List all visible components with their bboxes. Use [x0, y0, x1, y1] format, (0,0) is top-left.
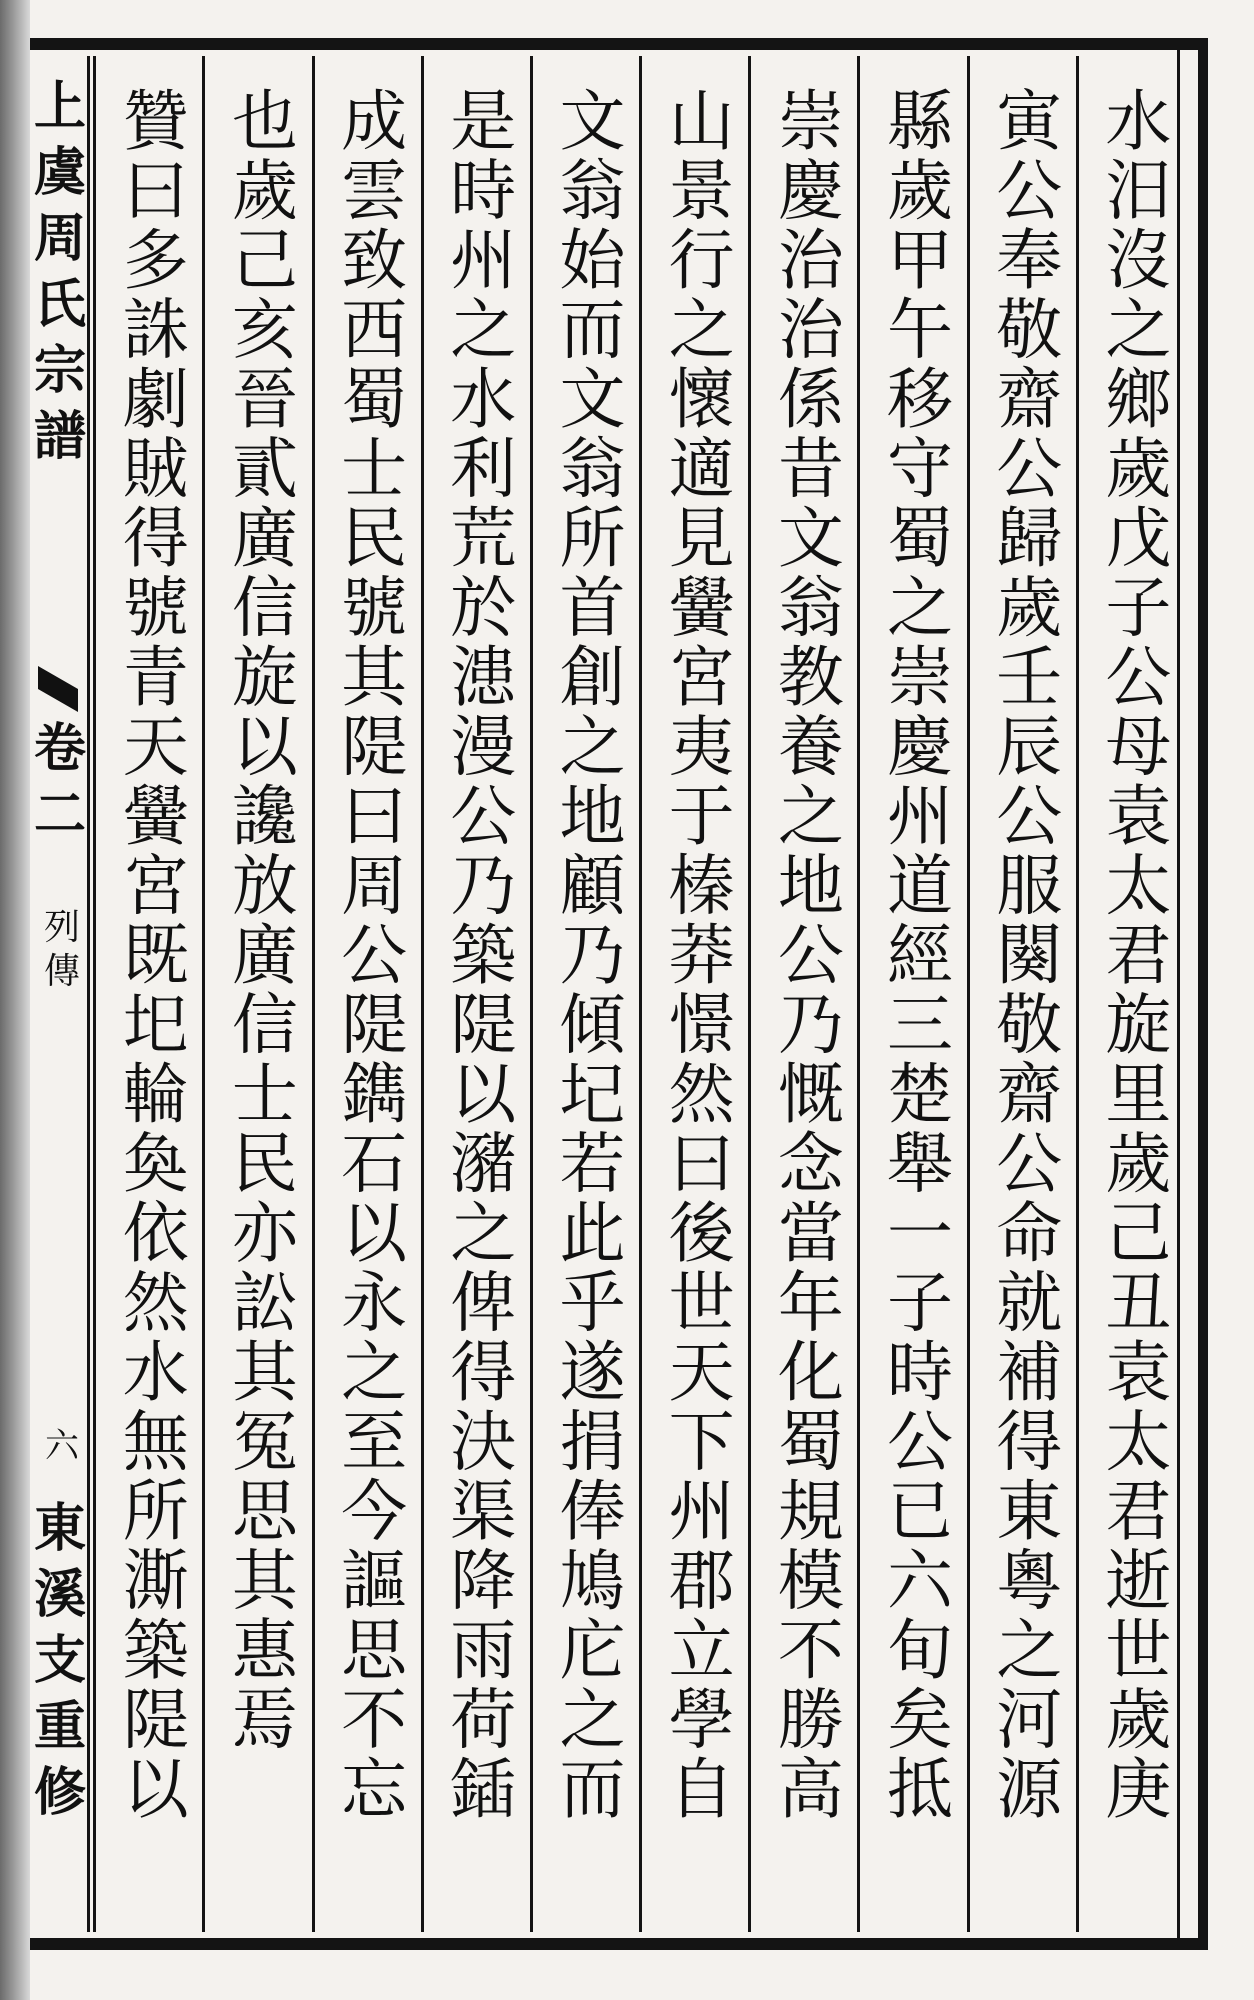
column-text: 崇慶治治係昔文翁教養之地公乃慨念當年化蜀規模不勝高: [766, 86, 844, 1824]
fishtail-mark-icon: [38, 666, 78, 712]
text-column-4: [748, 56, 857, 1932]
fore-edge-margin: [30, 56, 90, 1932]
column-text: 寅公奉敬齋公歸歲壬辰公服闋敬齋公命就補得東粵之河源: [984, 86, 1062, 1824]
page-gutter: [0, 0, 30, 2000]
text-column-6: [530, 56, 639, 1932]
margin-branch-name: 東溪支重修: [33, 1498, 86, 1823]
column-text: 成雲致西蜀士民號其隄曰周公隄鐫石以永之至今謳思不忘: [329, 86, 407, 1824]
column-text: 是時州之水利荒於漶漫公乃築隄以瀦之俾得決渠降雨荷鍤: [438, 86, 516, 1824]
text-column-9: [202, 56, 311, 1932]
margin-volume: 卷二: [33, 718, 86, 845]
text-columns: [93, 56, 1185, 1932]
text-column-3: [857, 56, 966, 1932]
text-column-10: [93, 56, 202, 1932]
margin-section: 列傳: [43, 907, 80, 992]
text-column-8: [312, 56, 421, 1932]
margin-book-title: 上虞周氏宗譜: [33, 76, 86, 467]
text-column-5: [639, 56, 748, 1932]
column-text: 贊曰多誅劇賊得號青天黌宮既圯輪奐依然水無所澌築隄以: [111, 86, 189, 1824]
column-text: 也歲己亥晉貳廣信旋以讒放廣信士民亦訟其冤思其惠焉: [220, 86, 298, 1754]
text-column-1: [1076, 56, 1185, 1932]
column-text: 縣歲甲午移守蜀之崇慶州道經三楚舉一子時公已六旬矣抵: [875, 86, 953, 1824]
column-text: 山景行之懷適見黌宮夷于榛莽憬然曰後世天下州郡立學自: [657, 86, 735, 1824]
text-column-7: [421, 56, 530, 1932]
margin-page-number: 六: [45, 1426, 79, 1466]
text-column-2: [967, 56, 1076, 1932]
column-text: 水汨沒之鄉歲戊子公母袁太君旋里歲己丑袁太君逝世歲庚: [1093, 86, 1171, 1824]
column-text: 文翁始而文翁所首創之地顧乃傾圮若此乎遂捐俸鳩庀之而: [547, 86, 625, 1824]
